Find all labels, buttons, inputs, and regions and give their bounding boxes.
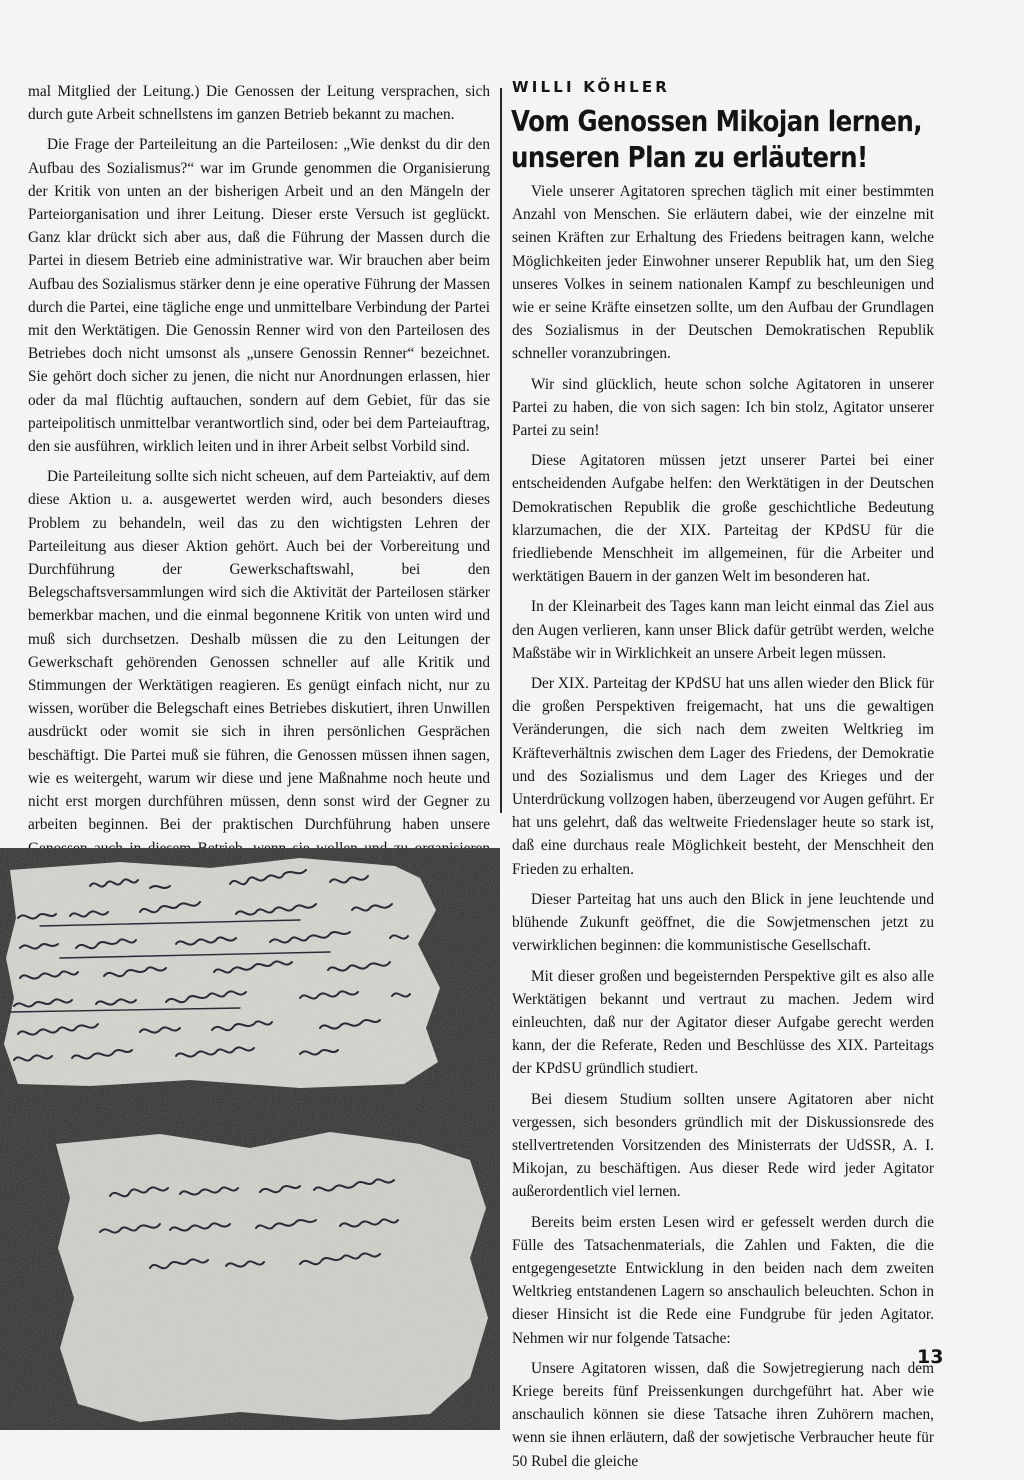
- article-author: WILLI KÖHLER: [512, 78, 671, 96]
- paragraph: Bereits beim ersten Lesen wird er gefesselt werden durch die Fülle des Tatsachenmaterials, die Zahlen und Fakten, die die entgegengesetzte Entwicklung in den beiden nach dem zweiten Weltkrieg entstandenen Lagern so anschaulich beleuchten. Schon in dieser Hinsicht ist die Rede eine Fundgrube für jeden Agitator. Nehmen wir nur folgende Tatsache:: [512, 1213, 934, 1347]
- column-divider: [500, 88, 502, 813]
- handwritten-letter-photo: [0, 848, 500, 1430]
- paragraph: Diese Agitatoren müssen jetzt unserer Partei bei einer entscheidenden Aufgabe helfen: den Werktätigen in der Deutschen Demokratischen Republik die große geschichtliche Bedeutung klarzumachen, die der XIX. Parteitag der KPdSU für die friedliebende Menschheit im allgemeinen, für die Arbeiter und werktätigen Bauern in der ganzen Welt im besonderen hat.: [512, 452, 934, 586]
- paragraph: Bei diesem Studium sollten unsere Agitatoren aber nicht vergessen, sich besonders gründlich mit der Diskussionsrede des stellvertretenden Vorsitzenden des Ministerrats der UdSSR, A. I. Mikojan, zu beschäftigen. Aus dieser Rede wird jeder Agitator außerordentlich viel lernen.: [512, 1090, 934, 1201]
- right-column: [512, 180, 934, 1480]
- paragraph: Die Frage der Parteileitung an die Parteilosen: „Wie denkst du dir den Aufbau des Sozialismus?“ war im Grunde genommen die Organisierung der Kritik von unten an der bisherigen Arbeit und an den Mängeln der Parteiorganisation und ihrer Leitung. Dieser erste Versuch ist geglückt. Ganz klar drückt sich aber aus, daß die Führung der Massen durch die Partei in diesem Betrieb eine administrative war. Wir brauchen aber beim Aufbau des Sozialismus stärker denn je eine operative Führung der Massen durch die Partei, eine tägliche enge und unmittelbare Verbindung der Partei mit den Werktätigen. Die Genossin Renner wird von den Parteilosen des Betriebes doch nicht umsonst als „unsere Genossin Renner“ bezeichnet. Sie gehört doch sicher zu jenen, die nicht nur Anordnungen erlassen, hier oder da mal flüchtig auftauchen, sondern auf dem Gebiet, für das sie parteipolitisch unmittelbar verantwortlich sind, oder bei dem Parteiauftrag, den sie ausführen, wirklich leiten und in ihrer Arbeit selbst Vorbild sind.: [28, 136, 490, 456]
- article-headline: [511, 104, 923, 176]
- paragraph: Viele unserer Agitatoren sprechen täglich mit einer bestimmten Anzahl von Menschen. Sie erläutern dabei, wie der einzelne mit seinen Kräften zur Erhaltung des Friedens beitragen kann, welche Möglichkeiten jeder Einwohner unserer Republik hat, um den Sieg unseres Volkes in seinem nationalen Kampf zu beschleunigen und wie er seine Kräfte einsetzen sollte, um den Aufbau der Grundlagen des Sozialismus in der Deutschen Demokratischen Republik schneller voranzubringen.: [512, 183, 934, 363]
- paragraph: Mit dieser großen und begeisternden Perspektive gilt es also alle Werktätigen bekannt und vertraut zu machen. Jedem wird einleuchten, daß nur der Agitator dieser Aufgabe gerecht werden kann, der die Referate, Reden und Beschlüsse des XIX. Parteitags der KPdSU gründlich studiert.: [512, 967, 934, 1078]
- paragraph: mal Mitglied der Leitung.) Die Genossen der Leitung versprachen, sich durch gute Arbeit schnellstens im ganzen Betrieb bekannt zu machen.: [28, 83, 490, 124]
- paragraph: Wir sind glücklich, heute schon solche Agitatoren in unserer Partei zu haben, die von sich sagen: Ich bin stolz, Agitator unserer Partei zu sein!: [512, 375, 934, 440]
- paragraph: Der XIX. Parteitag der KPdSU hat uns allen wieder den Blick für die großen Perspektiven freigemacht, hat uns die gewaltigen Veränderungen, die sich nach dem zweiten Weltkrieg im Kräfteverhältnis zwischen dem Lager des Friedens, der Demokratie und des Sozialismus und dem Lager des Krieges und der Unterdrückung vollzogen haben, überzeugend vor Augen geführt. Er hat uns gelehrt, daß das weltweite Friedenslager heute so stark ist, daß eine durchaus reale Möglichkeit besteht, der Menschheit den Frieden zu erhalten.: [512, 675, 934, 878]
- paragraph: Unsere Agitatoren wissen, daß die Sowjetregierung nach dem Kriege bereits fünf Preissenkungen durchgeführt hat. Aber wie anschaulich können sie diese Tatsache ihren Zuhörern machen, wenn sie ihnen erläutern, daß der sowjetische Verbraucher heute für 50 Rubel die gleiche: [512, 1359, 934, 1470]
- paragraph: Die Parteileitung sollte sich nicht scheuen, auf dem Parteiaktiv, auf dem diese Aktion u. a. ausgewertet werden wird, auch besonders dieses Problem zu behandeln, weil das zu den wichtigsten Lehren der Parteileitung aus dieser Aktion gehört. Auch bei der Vorbereitung und Durchführung der Gewerkschaftswahl, bei den Belegschaftsversammlungen wird sich die Aktivität der Parteilosen stärker bemerkbar machen, und die einmal begonnene Kritik von unten wird und muß sich durchsetzen. Deshalb müssen die zu den Leitungen der Gewerkschaft gehörenden Genossen schneller auf alle Kritik und Stimmungen der Werktätigen reagieren. Es genügt einfach nicht, nur zu wissen, worüber die Belegschaft eines Betriebes diskutiert, ihren Unwillen ausdrückt oder womit sie sich in ihren persönlichen Gesprächen beschäftigt. Die Partei muß sie führen, die Genossen müssen ihnen sagen, wie es weitergeht, warum wir diese und jene Maßnahme noch heute und nicht erst morgen durchführen müssen, denn sonst wird der Gegner zu arbeiten beginnen. Bei der praktischen Durchführung haben unsere: [28, 468, 490, 834]
- paragraph: Dieser Parteitag hat uns auch den Blick in jene leuchtende und blühende Zukunft geöffnet, die die Sowjetmenschen jetzt zu verwirklichen beginnen: die kommunistische Gesellschaft.: [512, 890, 934, 955]
- page-number: 13: [917, 1346, 944, 1368]
- headline-line: unseren Plan zu erläutern!: [511, 141, 868, 174]
- paragraph: In der Kleinarbeit des Tages kann man leicht einmal das Ziel aus den Augen verlieren, kann unser Blick dafür getrübt werden, welche Maßstäbe wir in Wirklichkeit an unsere Arbeit legen müssen.: [512, 598, 934, 662]
- headline-line: Vom Genossen Mikojan lernen,: [511, 105, 923, 138]
